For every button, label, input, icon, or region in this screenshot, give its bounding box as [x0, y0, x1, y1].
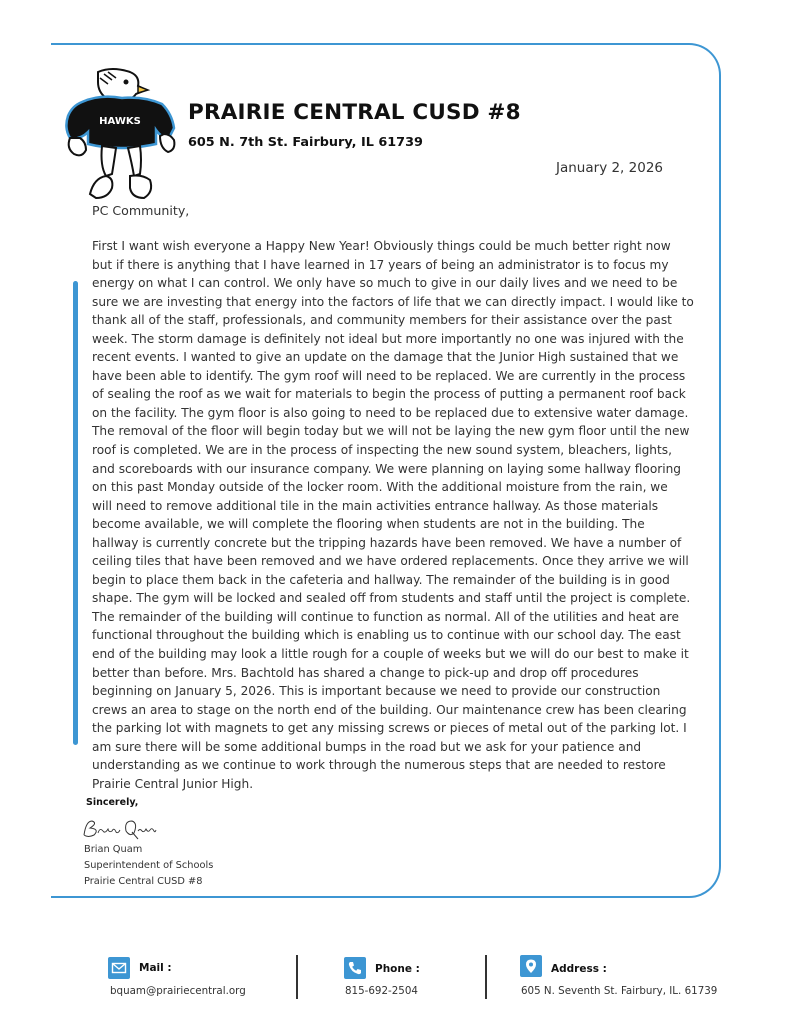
body-line: Prairie Central Junior High.: [92, 776, 254, 791]
signer-name: Brian Quam: [84, 844, 143, 855]
body-line: thank all of the staff, professionals, and community members for their assistance over the past: [92, 313, 672, 328]
body-line: week. The storm damage is definitely not ideal but more importantly no one was injured with the: [92, 331, 684, 346]
phone-label: Phone :: [375, 963, 420, 975]
body-line: begin to place them back in the cafeteria and hallway. The remainder of the building is in good: [92, 572, 670, 587]
mail-icon: [108, 957, 130, 979]
phone-value[interactable]: 815-692-2504: [345, 985, 418, 997]
mail-label: Mail :: [139, 962, 172, 974]
body-line: The remainder of the building will continue to function as normal. All of the utilities and heat are: [92, 609, 679, 624]
body-line: am sure there will be some additional bumps in the road but we ask for your patience and: [92, 739, 642, 754]
body-line: The removal of the floor will begin today but we will not be laying the new gym floor until the new: [92, 424, 690, 439]
handwritten-signature: [80, 815, 158, 841]
body-line: First I want wish everyone a Happy New Year! Obviously things could be much better right now: [92, 239, 671, 253]
mascot-sweater-text: HAWKS: [99, 116, 141, 127]
body-line: end of the building may look a little rough for a couple of weeks but we will do our best to make it: [92, 647, 689, 662]
address-label: Address :: [551, 963, 607, 975]
signer-organization: Prairie Central CUSD #8: [84, 876, 203, 887]
letter-greeting: PC Community,: [92, 203, 190, 218]
letter-date: January 2, 2026: [556, 160, 663, 176]
body-line: better than before. Mrs. Bachtold has shared a change to pick-up and drop off procedures: [92, 665, 639, 680]
body-line: and scoreboards with our insurance company. We were planning on laying some hallway flooring: [92, 461, 682, 476]
phone-icon: [344, 957, 366, 979]
signer-block: [84, 842, 213, 890]
signer-title: Superintendent of Schools: [84, 860, 214, 871]
body-line: recent events. I wanted to give an update on the damage that the Junior High sustained that we: [92, 350, 679, 365]
body-line: energy on what I can control. We only have so much to give in our daily lives and we need to be: [92, 276, 678, 291]
body-line: on this past Monday outside of the locker room. With the additional moisture from the rain, we: [92, 480, 668, 495]
body-line: crews an area to stage on the north end of the building. Our maintenance crew has been clearing: [92, 702, 687, 717]
footer-divider: [485, 955, 487, 999]
body-line: become available, we will complete the flooring when students are not in the building. The: [92, 517, 645, 532]
location-pin-icon: [520, 955, 542, 977]
body-line: of sealing the roof as we wait for materials to begin the process of putting a permanent roof back: [92, 387, 686, 402]
hawk-mascot-logo: [60, 66, 180, 202]
body-line: understanding as we continue to work through the numerous steps that are needed to restore: [92, 758, 666, 773]
mail-value[interactable]: bquam@prairiecentral.org: [110, 985, 246, 997]
body-line: beginning on January 5, 2026. This is important because we need to provide our construction: [92, 684, 661, 699]
school-name: PRAIRIE CENTRAL CUSD #8: [188, 100, 521, 125]
body-line: hallway is currently concrete but the tripping hazards have been removed. We have a number of: [92, 535, 682, 550]
body-line: roof is completed. We are in the process of inspecting the new sound system, bleachers, lights,: [92, 443, 672, 458]
body-line: will need to remove additional tile in the main activities entrance hallway. As those materials: [92, 498, 659, 513]
letter-closing: Sincerely,: [86, 797, 139, 808]
body-line: but if there is anything that I have learned in 17 years of being an administrator is to focus my: [92, 257, 669, 272]
address-value: 605 N. Seventh St. Fairbury, IL. 61739: [521, 985, 718, 997]
body-line: functional throughout the building which is enabling us to continue with our school day. The east: [92, 628, 681, 643]
body-line: the parking lot with magnets to get any missing screws or pieces of metal out of the parking lot. I: [92, 721, 687, 736]
school-address: 605 N. 7th St. Fairbury, IL 61739: [188, 135, 423, 150]
body-line: sure we are investing that energy into the factors of life that we can directly impact. I would like to: [92, 294, 694, 309]
body-line: have been able to identify. The gym roof will need to be replaced. We are currently in the process: [92, 368, 686, 383]
letter-body: [92, 237, 702, 793]
accent-side-bar: [73, 281, 78, 745]
body-line: ceiling tiles that have been removed and we have ordered replacements. Once they arrive we will: [92, 554, 689, 569]
footer-divider: [296, 955, 298, 999]
body-line: on the facility. The gym floor is also going to need to be replaced due to extensive water damage.: [92, 405, 689, 420]
body-line: shape. The gym will be locked and sealed off from students and staff until the project is complete.: [92, 591, 691, 606]
